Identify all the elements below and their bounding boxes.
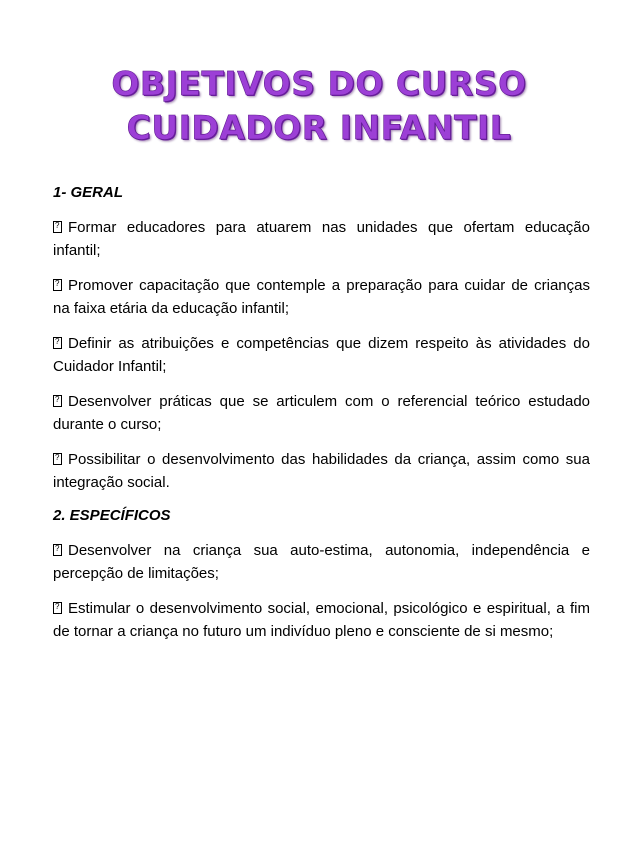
list-item xyxy=(53,216,590,262)
list-item xyxy=(53,448,590,494)
document-title xyxy=(0,62,638,150)
list-item xyxy=(53,597,590,643)
list-item xyxy=(53,274,590,320)
list-item-text: Desenvolver na criança sua auto-estima, autonomia, independência e percepção de limitações; xyxy=(53,542,590,582)
bullet-box-icon xyxy=(53,279,62,291)
title-line-2: CUIDADOR INFANTIL xyxy=(126,108,512,147)
list-item xyxy=(53,539,590,585)
bullet-box-icon xyxy=(53,221,62,233)
list-item xyxy=(53,332,590,378)
list-item-text: Formar educadores para atuarem nas unidades que ofertam educação infantil; xyxy=(53,219,590,259)
section-heading-geral: 1- GERAL xyxy=(53,184,124,201)
list-item-text: Promover capacitação que contemple a preparação para cuidar de crianças na faixa etária da educação infantil; xyxy=(53,277,590,317)
list-item-text: Possibilitar o desenvolvimento das habilidades da criança, assim como sua integração social. xyxy=(53,451,590,491)
list-item xyxy=(53,390,590,436)
title-line-1: OBJETIVOS DO CURSO xyxy=(111,64,527,103)
bullet-box-icon xyxy=(53,602,62,614)
bullet-box-icon xyxy=(53,544,62,556)
list-item-text: Desenvolver práticas que se articulem com o referencial teórico estudado durante o curso; xyxy=(53,393,590,433)
list-item-text: Estimular o desenvolvimento social, emocional, psicológico e espiritual, a fim de tornar a criança no futuro um indivíduo pleno e consciente de si mesmo; xyxy=(53,600,590,640)
section-heading-especificos: 2. ESPECÍFICOS xyxy=(53,507,171,524)
bullet-box-icon xyxy=(53,337,62,349)
list-item-text: Definir as atribuições e competências que dizem respeito às atividades do Cuidador Infantil; xyxy=(53,335,590,375)
document-body xyxy=(53,183,590,655)
bullet-box-icon xyxy=(53,453,62,465)
bullet-box-icon xyxy=(53,395,62,407)
